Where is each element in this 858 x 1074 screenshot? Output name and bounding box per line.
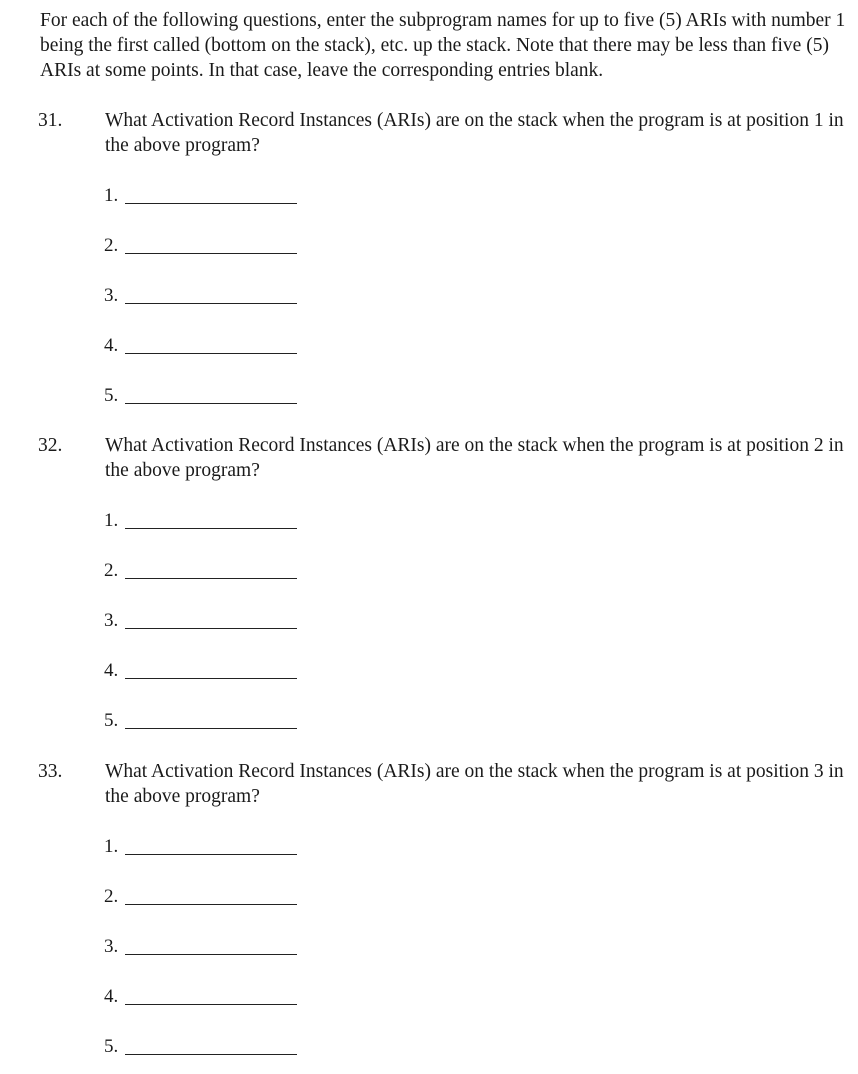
answer-number: 4. [104, 986, 119, 1007]
answer-number: 4. [104, 335, 119, 356]
question-number: 33. [38, 761, 63, 782]
answer-number: 1. [104, 836, 119, 857]
answer-input[interactable] [125, 203, 297, 204]
answer-line-5 [104, 708, 304, 733]
answer-number: 1. [104, 185, 119, 206]
answer-number: 2. [104, 235, 119, 256]
answer-number: 5. [104, 1036, 119, 1057]
answer-number: 1. [104, 510, 119, 531]
answer-line-5 [104, 1034, 304, 1059]
answer-line-2 [104, 558, 304, 583]
answer-line-5 [104, 383, 304, 408]
answer-input[interactable] [125, 854, 297, 855]
answer-input[interactable] [125, 253, 297, 254]
answer-input[interactable] [125, 353, 297, 354]
instructions-text: For each of the following questions, enter the subprogram names for up to five (5) ARIs with number 1 being the first called (bottom on the stack), etc. up the stack. Note that there may be less than five (5) ARIs at some points. In that case, leave the corresponding entries blank. [40, 10, 846, 81]
answer-input[interactable] [125, 303, 297, 304]
question-text: What Activation Record Instances (ARIs) are on the stack when the program is at position 1 in the above program? [105, 110, 844, 156]
answer-number: 2. [104, 886, 119, 907]
answer-input[interactable] [125, 1054, 297, 1055]
question-text: What Activation Record Instances (ARIs) are on the stack when the program is at position 3 in the above program? [105, 761, 844, 807]
answer-line-2 [104, 233, 304, 258]
answer-input[interactable] [125, 403, 297, 404]
answer-number: 5. [104, 385, 119, 406]
answer-input[interactable] [125, 628, 297, 629]
answer-input[interactable] [125, 578, 297, 579]
answer-input[interactable] [125, 678, 297, 679]
answer-input[interactable] [125, 954, 297, 955]
answer-input[interactable] [125, 904, 297, 905]
answer-line-3 [104, 283, 304, 308]
answer-line-2 [104, 884, 304, 909]
answer-number: 2. [104, 560, 119, 581]
answer-line-4 [104, 658, 304, 683]
answer-input[interactable] [125, 1004, 297, 1005]
question-number: 32. [38, 435, 63, 456]
answer-line-3 [104, 608, 304, 633]
answer-number: 4. [104, 660, 119, 681]
answer-line-3 [104, 934, 304, 959]
question-number: 31. [38, 110, 63, 131]
answer-line-1 [104, 183, 304, 208]
question-text: What Activation Record Instances (ARIs) are on the stack when the program is at position 2 in the above program? [105, 435, 844, 481]
answer-input[interactable] [125, 728, 297, 729]
answer-number: 3. [104, 936, 119, 957]
answer-input[interactable] [125, 528, 297, 529]
answer-line-1 [104, 834, 304, 859]
answer-line-1 [104, 508, 304, 533]
answer-number: 3. [104, 285, 119, 306]
answer-line-4 [104, 333, 304, 358]
answer-line-4 [104, 984, 304, 1009]
answer-number: 5. [104, 710, 119, 731]
answer-number: 3. [104, 610, 119, 631]
